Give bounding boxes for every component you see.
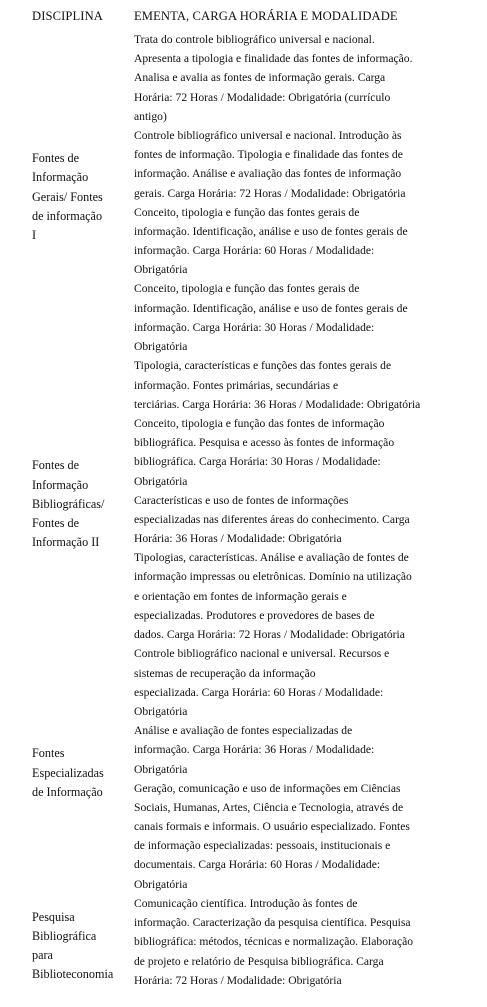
- ementa-line: Analisa e avalia as fontes de informação gerais. Carga: [134, 71, 386, 85]
- ementa-column: [134, 894, 479, 990]
- ementa-line: Conceito, tipologia e função das fontes gerais de: [134, 282, 360, 296]
- discipline-line: Biblioteconomia: [32, 967, 114, 982]
- table-header: [0, 9, 487, 27]
- ementa-line: Horária: 36 Horas / Modalidade: Obrigatória: [134, 532, 342, 546]
- ementa-line: canais formais e informais. O usuário especializado. Fontes: [134, 820, 410, 834]
- ementa-line: Conceito, tipologia e função das fontes de informação: [134, 416, 385, 430]
- discipline-line: Bibliográficas/: [32, 496, 105, 511]
- ementa-line: Obrigatória: [134, 263, 188, 277]
- ementa-line: Horária: 72 Horas / Modalidade: Obrigatória: [134, 973, 342, 987]
- ementa-line: documentais. Carga Horária: 60 Horas / Modalidade:: [134, 858, 381, 872]
- column-header-ementa: EMENTA, CARGA HORÁRIA E MODALIDADE: [134, 9, 398, 23]
- table-row-group: [0, 30, 487, 356]
- ementa-line: informação. Análise e avaliação das fontes de informação: [134, 167, 402, 181]
- discipline-line: Fontes de: [32, 151, 80, 166]
- discipline-line: Fontes: [32, 746, 65, 761]
- ementa-entry: [134, 414, 479, 491]
- ementa-line: Horária: 72 Horas / Modalidade: Obrigatória (currículo: [134, 90, 391, 104]
- discipline-line: I: [32, 228, 37, 242]
- ementa-entry: [134, 721, 479, 779]
- ementa-entry: [134, 644, 479, 721]
- ementa-entry: [134, 356, 479, 414]
- ementa-column: [134, 30, 479, 356]
- ementa-line: especializadas. Produtores e provedores de bases de: [134, 608, 375, 622]
- ementa-column: [134, 356, 479, 644]
- ementa-entry: [134, 779, 479, 894]
- discipline-line: Gerais/ Fontes: [32, 189, 103, 204]
- ementa-line: terciárias. Carga Horária: 36 Horas / Modalidade: Obrigatória: [134, 397, 421, 411]
- ementa-line: Obrigatória: [134, 762, 188, 776]
- ementa-entry: [134, 548, 479, 644]
- ementa-entry: [134, 30, 479, 126]
- ementa-line: informação. Identificação, análise e uso de fontes gerais de: [134, 224, 408, 238]
- ementa-line: Trata do controle bibliográfico universal e nacional.: [134, 33, 375, 46]
- ementa-line: informação. Carga Horária: 30 Horas / Modalidade:: [134, 320, 375, 334]
- ementa-line: informação. Caracterização da pesquisa científica. Pesquisa: [134, 916, 411, 930]
- ementa-entry: [134, 279, 479, 356]
- discipline-line: Especializadas: [32, 765, 104, 780]
- ementa-line: sistemas de recuperação da informação: [134, 666, 316, 680]
- ementa-line: Características e uso de fontes de informações: [134, 493, 349, 507]
- ementa-line: Obrigatória: [134, 340, 188, 353]
- ementa-line: Tipologias, características. Análise e avaliação de fontes de: [134, 551, 409, 565]
- ementa-line: informação impressas ou eletrônicas. Domínio na utilização: [134, 570, 412, 584]
- ementa-line: Controle bibliográfico nacional e universal. Recursos e: [134, 647, 390, 661]
- discipline-line: Bibliográfica: [32, 928, 97, 943]
- ementa-line: Apresenta a tipologia e finalidade das fontes de informação.: [134, 52, 413, 66]
- discipline-line: Fontes de: [32, 458, 80, 473]
- ementa-line: fontes de informação. Tipologia e finalidade das fontes de: [134, 148, 403, 162]
- ementa-line: Sociais, Humanas, Artes, Ciência e Tecnologia, através de: [134, 800, 404, 814]
- ementa-line: bibliográfica. Carga Horária: 30 Horas / Modalidade:: [134, 455, 381, 469]
- table-row-group: [0, 644, 487, 894]
- discipline-name: [32, 744, 122, 802]
- ementa-line: informação. Carga Horária: 60 Horas / Modalidade:: [134, 244, 375, 258]
- ementa-line: informação. Carga Horária: 36 Horas / Modalidade:: [134, 743, 375, 757]
- ementa-line: Análise e avaliação de fontes especializadas de: [134, 724, 353, 738]
- discipline-name: [32, 456, 122, 552]
- table-row-group: [0, 356, 487, 644]
- ementa-column: [134, 644, 479, 893]
- ementa-line: especializadas nas diferentes áreas do conhecimento. Carga: [134, 512, 410, 526]
- ementa-line: Controle bibliográfico universal e nacional. Introdução às: [134, 128, 402, 142]
- ementa-line: Geração, comunicação e uso de informações em Ciências: [134, 781, 401, 795]
- ementa-line: Comunicação científica. Introdução às fontes de: [134, 897, 358, 910]
- ementa-entry: [134, 203, 479, 280]
- table-row-group: [0, 894, 487, 990]
- ementa-line: Obrigatória: [134, 877, 188, 891]
- ementa-entry: [134, 894, 479, 990]
- discipline-line: de Informação: [32, 784, 103, 799]
- ementa-line: informação. Fontes primárias, secundárias e: [134, 378, 339, 392]
- ementa-line: especializada. Carga Horária: 60 Horas / Modalidade:: [134, 685, 384, 699]
- discipline-line: de informação: [32, 208, 103, 223]
- ementa-line: bibliográfica. Pesquisa e acesso às fontes de informação: [134, 436, 395, 450]
- column-header-disciplina: DISCIPLINA: [32, 9, 103, 23]
- ementa-line: e orientação em fontes de informação gerais e: [134, 589, 347, 603]
- ementa-line: de projeto e relatório de Pesquisa bibliográfica. Carga: [134, 954, 384, 968]
- ementa-line: Obrigatória: [134, 474, 188, 488]
- ementa-line: gerais. Carga Horária: 72 Horas / Modalidade: Obrigatória: [134, 186, 406, 200]
- discipline-line: Fontes de: [32, 516, 80, 530]
- ementa-line: dados. Carga Horária: 72 Horas / Modalidade: Obrigatória: [134, 628, 405, 642]
- discipline-name: [32, 149, 122, 245]
- discipline-name: [32, 908, 122, 985]
- ementa-line: Tipologia, características e funções das fontes gerais de: [134, 359, 392, 373]
- discipline-line: Informação: [32, 170, 89, 185]
- ementa-entry: [134, 491, 479, 549]
- ementa-line: informação. Identificação, análise e uso de fontes gerais de: [134, 301, 408, 315]
- ementa-line: bibliográfica: métodos, técnicas e normalização. Elaboração: [134, 935, 414, 949]
- discipline-line: Informação: [32, 477, 89, 492]
- discipline-line: Pesquisa: [32, 909, 75, 924]
- ementa-line: de informação especializadas: pessoais, institucionais e: [134, 839, 391, 853]
- ementa-line: Conceito, tipologia e função das fontes gerais de: [134, 205, 360, 219]
- discipline-line: para: [32, 948, 53, 962]
- ementa-entry: [134, 126, 479, 203]
- ementa-line: Obrigatória: [134, 704, 188, 718]
- ementa-line: antigo): [134, 109, 167, 123]
- discipline-line: Informação II: [32, 535, 100, 550]
